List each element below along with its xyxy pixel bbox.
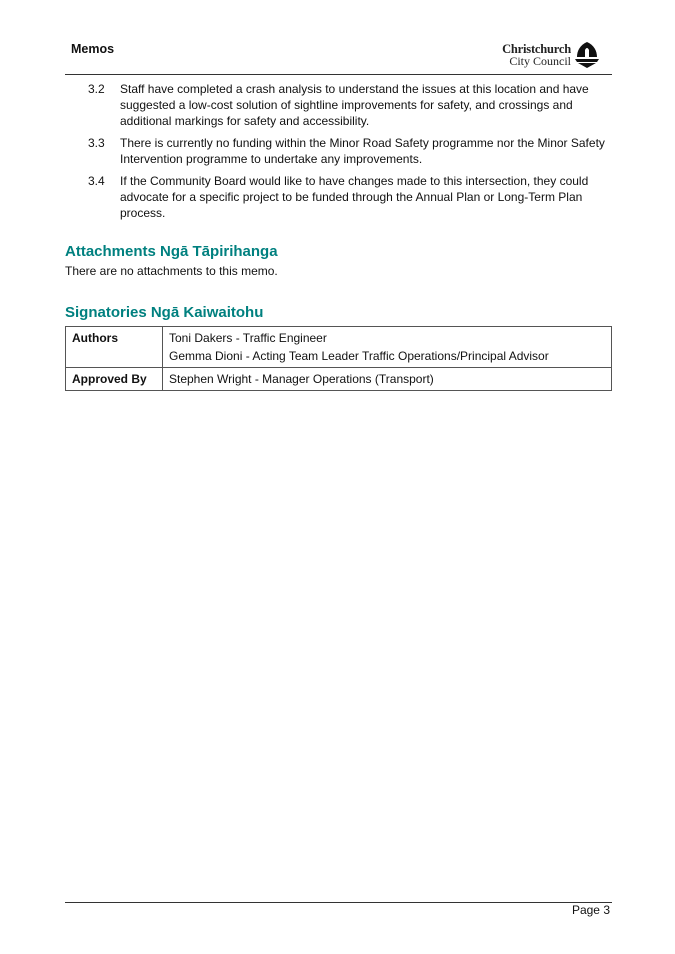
authors-label: Authors	[66, 327, 163, 368]
signatories-table	[65, 326, 612, 391]
logo-line2: City Council	[509, 54, 571, 68]
list-item	[88, 173, 608, 221]
page-number: Page 3	[571, 903, 610, 917]
item-number: 3.2	[88, 82, 105, 96]
attachments-text: There are no attachments to this memo.	[65, 264, 278, 278]
item-text: There is currently no funding within the Minor Road Safety programme nor the Minor Safety Intervention programme to undertake any improvements.	[120, 136, 605, 166]
numbered-items	[88, 81, 608, 227]
attachments-heading: Attachments Ngā Tāpirihanga	[65, 243, 278, 260]
approved-by-cell	[163, 368, 612, 391]
item-number: 3.3	[88, 136, 105, 150]
list-item	[88, 81, 608, 129]
authors-cell	[163, 327, 612, 368]
item-text: Staff have completed a crash analysis to understand the issues at this location and have suggested a low-cost solution of sightline improvements for safety, and crossings and additional markings for safety and accessibility.	[120, 82, 589, 128]
author-name: Gemma Dioni - Acting Team Leader Traffic Operations/Principal Advisor	[169, 349, 549, 363]
logo-text	[502, 43, 571, 67]
header-title: Memos	[71, 42, 115, 56]
author-name: Toni Dakers - Traffic Engineer	[169, 331, 327, 345]
signatories-heading: Signatories Ngā Kaiwaitohu	[65, 304, 264, 321]
list-item	[88, 135, 608, 167]
council-logo	[502, 40, 600, 70]
approver-name: Stephen Wright - Manager Operations (Transport)	[169, 372, 434, 386]
ccc-cathedral-logo-icon	[574, 41, 600, 69]
logo-line1: Christchurch	[502, 42, 571, 56]
item-number: 3.4	[88, 174, 105, 188]
page-footer	[65, 902, 612, 917]
item-text: If the Community Board would like to have changes made to this intersection, they could advocate for a specific project to be funded through the Annual Plan or Long-Term Plan process.	[120, 174, 589, 220]
approved-by-label: Approved By	[66, 368, 163, 391]
table-row	[66, 368, 612, 391]
page-header	[65, 38, 612, 75]
table-row	[66, 327, 612, 368]
